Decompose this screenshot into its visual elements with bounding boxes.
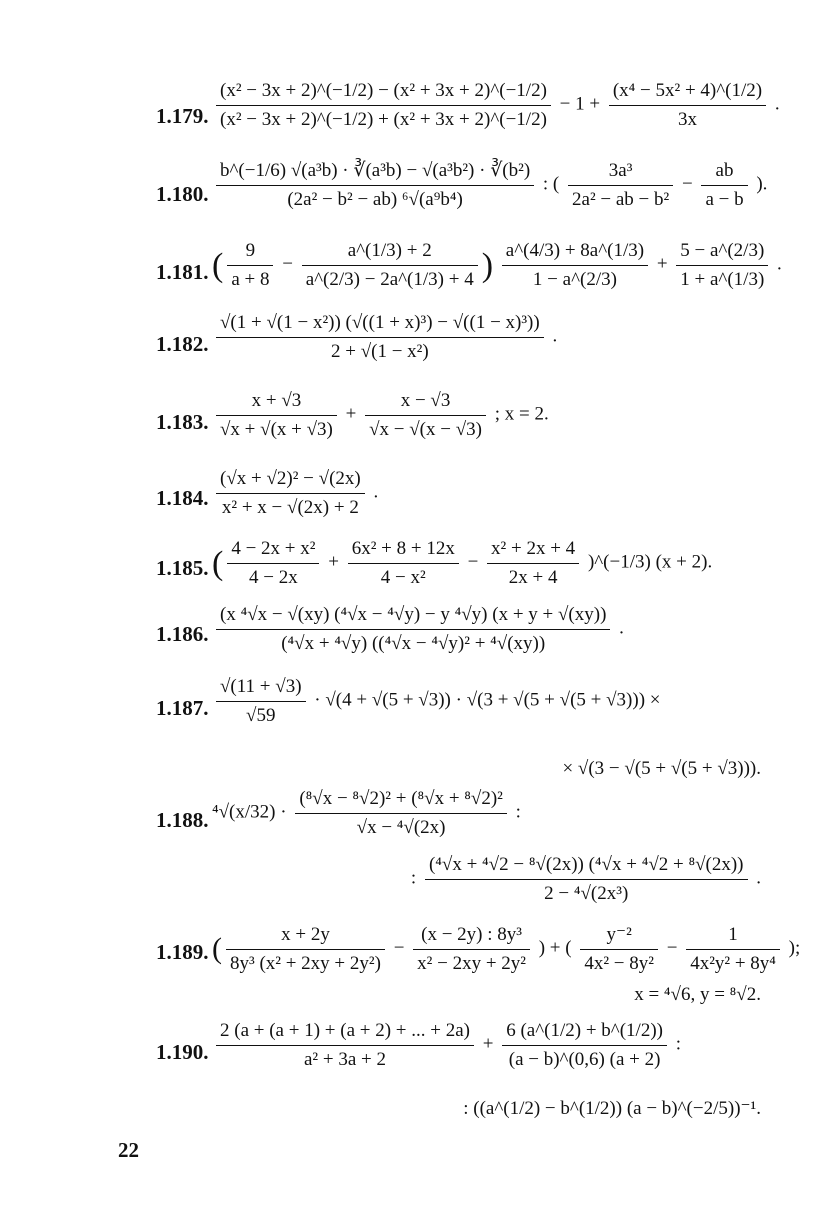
fraction xyxy=(502,240,648,291)
numerator: (√x + √2)² − √(2x) xyxy=(216,468,365,494)
fraction xyxy=(676,240,768,291)
problem-expression xyxy=(212,538,791,589)
numerator: (x⁴ − 5x² + 4)^(1/2) xyxy=(609,80,766,106)
fraction xyxy=(365,390,486,441)
problem-number: 1.189. xyxy=(156,940,209,964)
problem-expression xyxy=(212,676,791,727)
denominator: a + 8 xyxy=(231,268,270,290)
numerator: (⁴√x + ⁴√2 − ⁸√(2x)) (⁴√x + ⁴√2 + ⁸√(2x)) xyxy=(425,854,748,880)
punctuation: . xyxy=(619,617,624,639)
problem-number: 1.185. xyxy=(156,556,209,580)
fraction xyxy=(348,538,459,589)
operator: + xyxy=(482,1033,494,1055)
denominator: 4x²y² + 8y⁴ xyxy=(690,952,776,974)
numerator: (⁸√x − ⁸√2)² + (⁸√x + ⁸√2)² xyxy=(295,788,507,814)
denominator: (2a² − b² − ab) ⁶√(a⁹b⁴) xyxy=(287,188,463,210)
problem-expression xyxy=(212,80,791,131)
denominator: 4x² − 8y² xyxy=(584,952,654,974)
problem-number: 1.181. xyxy=(156,260,209,284)
fraction xyxy=(302,240,478,291)
numerator: 6 (a^(1/2) + b^(1/2)) xyxy=(502,1020,667,1046)
operator: : ( xyxy=(542,173,560,195)
numerator: b^(−1/6) √(a³b) · ∛(a³b) − √(a³b²) · ∛(b²) xyxy=(216,160,534,186)
numerator: x² + 2x + 4 xyxy=(487,538,579,564)
problem-number: 1.190. xyxy=(156,1040,209,1064)
numerator: x + 2y xyxy=(226,924,385,950)
fraction xyxy=(226,924,385,975)
numerator: x − √3 xyxy=(365,390,486,416)
numerator: 1 xyxy=(686,924,780,950)
problem-expression xyxy=(212,604,791,655)
fraction xyxy=(216,468,365,519)
denominator: x² − 2xy + 2y² xyxy=(417,952,526,974)
denominator: 8y³ (x² + 2xy + 2y²) xyxy=(230,952,381,974)
numerator: √(1 + √(1 − x²)) (√((1 + x)³) − √((1 − x)³)) xyxy=(216,312,544,338)
operator: : xyxy=(410,867,417,889)
continuation-line xyxy=(400,854,761,905)
denominator: √x − √(x − √3) xyxy=(369,418,482,440)
operator: − xyxy=(282,253,293,275)
punctuation: ); xyxy=(788,937,801,959)
denominator: a − b xyxy=(705,188,744,210)
fraction xyxy=(425,854,748,905)
page-number: 22 xyxy=(118,1138,139,1162)
fraction xyxy=(216,160,534,211)
problem-expression xyxy=(212,240,791,291)
denominator: a^(2/3) − 2a^(1/3) + 4 xyxy=(305,268,474,290)
denominator: a² + 3a + 2 xyxy=(304,1048,386,1070)
problem-number: 1.182. xyxy=(156,332,209,356)
denominator: (⁴√x + ⁴√y) ((⁴√x − ⁴√y)² + ⁴√(xy)) xyxy=(281,632,546,654)
numerator: a^(1/3) + 2 xyxy=(302,240,478,266)
numerator: ab xyxy=(701,160,747,186)
operator: ) + ( xyxy=(538,937,572,959)
operator: − xyxy=(393,937,405,959)
root-factor: ⁴√(x/32) · xyxy=(212,801,287,823)
denominator: 4 − x² xyxy=(380,566,426,588)
fraction xyxy=(216,604,610,655)
denominator: 2 + √(1 − x²) xyxy=(331,340,429,362)
product-tail: · √(4 + √(5 + √3)) · √(3 + √(5 + √(5 + √3))) × xyxy=(314,689,661,711)
numerator: (x² − 3x + 2)^(−1/2) − (x² + 3x + 2)^(−1/2) xyxy=(216,80,551,106)
denominator: (x² − 3x + 2)^(−1/2) + (x² + 3x + 2)^(−1/2) xyxy=(220,108,547,130)
fraction xyxy=(216,390,337,441)
denominator: √x − ⁴√(2x) xyxy=(356,816,446,838)
operator: + xyxy=(328,551,339,573)
operator: − xyxy=(467,551,479,573)
continuation-line: x = ⁴√6, y = ⁸√2. xyxy=(634,984,761,1005)
fraction xyxy=(686,924,780,975)
numerator: y⁻² xyxy=(580,924,658,950)
punctuation: . xyxy=(756,867,761,889)
operator: + xyxy=(345,403,357,425)
denominator: 2x + 4 xyxy=(508,566,558,588)
problem-number: 1.187. xyxy=(156,696,209,720)
fraction xyxy=(568,160,673,211)
numerator: (x − 2y) : 8y³ xyxy=(413,924,530,950)
problem-expression xyxy=(212,390,791,441)
problem-expression xyxy=(212,924,801,975)
problem-number: 1.186. xyxy=(156,622,209,646)
fraction xyxy=(502,1020,667,1071)
numerator: 9 xyxy=(227,240,273,266)
fraction xyxy=(216,312,544,363)
operator: − xyxy=(681,173,693,195)
denominator: 1 − a^(2/3) xyxy=(532,268,617,290)
punctuation: . xyxy=(552,325,558,347)
fraction xyxy=(609,80,766,131)
bracket: ( xyxy=(212,544,224,582)
continuation-line: × √(3 − √(5 + √(5 + √3))). xyxy=(562,758,761,779)
problem-expression xyxy=(212,468,791,519)
denominator: 2 − ⁴√(2x³) xyxy=(544,882,629,904)
fraction xyxy=(216,676,306,727)
denominator: √x + √(x + √3) xyxy=(220,418,333,440)
problem-number: 1.180. xyxy=(156,182,209,206)
problem-expression xyxy=(212,788,791,839)
fraction xyxy=(227,240,273,291)
punctuation: . xyxy=(373,481,379,503)
operator: : xyxy=(675,1033,681,1055)
problem-expression xyxy=(212,312,791,363)
continuation-line: : ((a^(1/2) − b^(1/2)) (a − b)^(−2/5))⁻¹. xyxy=(463,1098,761,1119)
fraction xyxy=(295,788,507,839)
denominator: √59 xyxy=(246,704,276,726)
denominator: 4 − 2x xyxy=(249,566,298,588)
fraction xyxy=(487,538,579,589)
operator: − 1 + xyxy=(559,93,601,115)
problem-number: 1.179. xyxy=(156,104,209,128)
numerator: 3a³ xyxy=(568,160,673,186)
problem-number: 1.188. xyxy=(156,808,209,832)
numerator: (x ⁴√x − √(xy) (⁴√x − ⁴√y) − y ⁴√y) (x + y + √(xy)) xyxy=(216,604,610,630)
bracket: ( xyxy=(212,246,224,284)
bracket: ( xyxy=(212,932,222,966)
numerator: x + √3 xyxy=(216,390,337,416)
denominator: x² + x − √(2x) + 2 xyxy=(221,496,359,518)
fraction xyxy=(701,160,747,211)
bracket: ) xyxy=(481,246,494,284)
denominator: 2a² − ab − b² xyxy=(572,188,670,210)
fraction xyxy=(580,924,658,975)
punctuation: . xyxy=(777,253,782,275)
numerator: 6x² + 8 + 12x xyxy=(348,538,459,564)
operator: + xyxy=(656,253,668,275)
denominator: (a − b)^(0,6) (a + 2) xyxy=(508,1048,661,1070)
denominator: 1 + a^(1/3) xyxy=(680,268,765,290)
numerator: a^(4/3) + 8a^(1/3) xyxy=(502,240,648,266)
numerator: √(11 + √3) xyxy=(216,676,306,702)
denominator: 3x xyxy=(677,108,697,130)
problem-number: 1.183. xyxy=(156,410,209,434)
numerator: 4 − 2x + x² xyxy=(227,538,319,564)
punctuation: . xyxy=(774,93,780,115)
problem-number: 1.184. xyxy=(156,486,209,510)
fraction xyxy=(216,80,551,131)
numerator: 2 (a + (a + 1) + (a + 2) + ... + 2a) xyxy=(216,1020,474,1046)
operator: : xyxy=(515,801,521,823)
punctuation: ). xyxy=(756,173,768,195)
fraction xyxy=(227,538,319,589)
exponent-tail: )^(−1/3) (x + 2). xyxy=(587,551,713,573)
problem-expression xyxy=(212,1020,791,1071)
problem-expression xyxy=(212,160,791,211)
fraction xyxy=(216,1020,474,1071)
fraction xyxy=(413,924,530,975)
condition: ; x = 2. xyxy=(494,403,549,425)
operator: − xyxy=(666,937,678,959)
numerator: 5 − a^(2/3) xyxy=(676,240,768,266)
